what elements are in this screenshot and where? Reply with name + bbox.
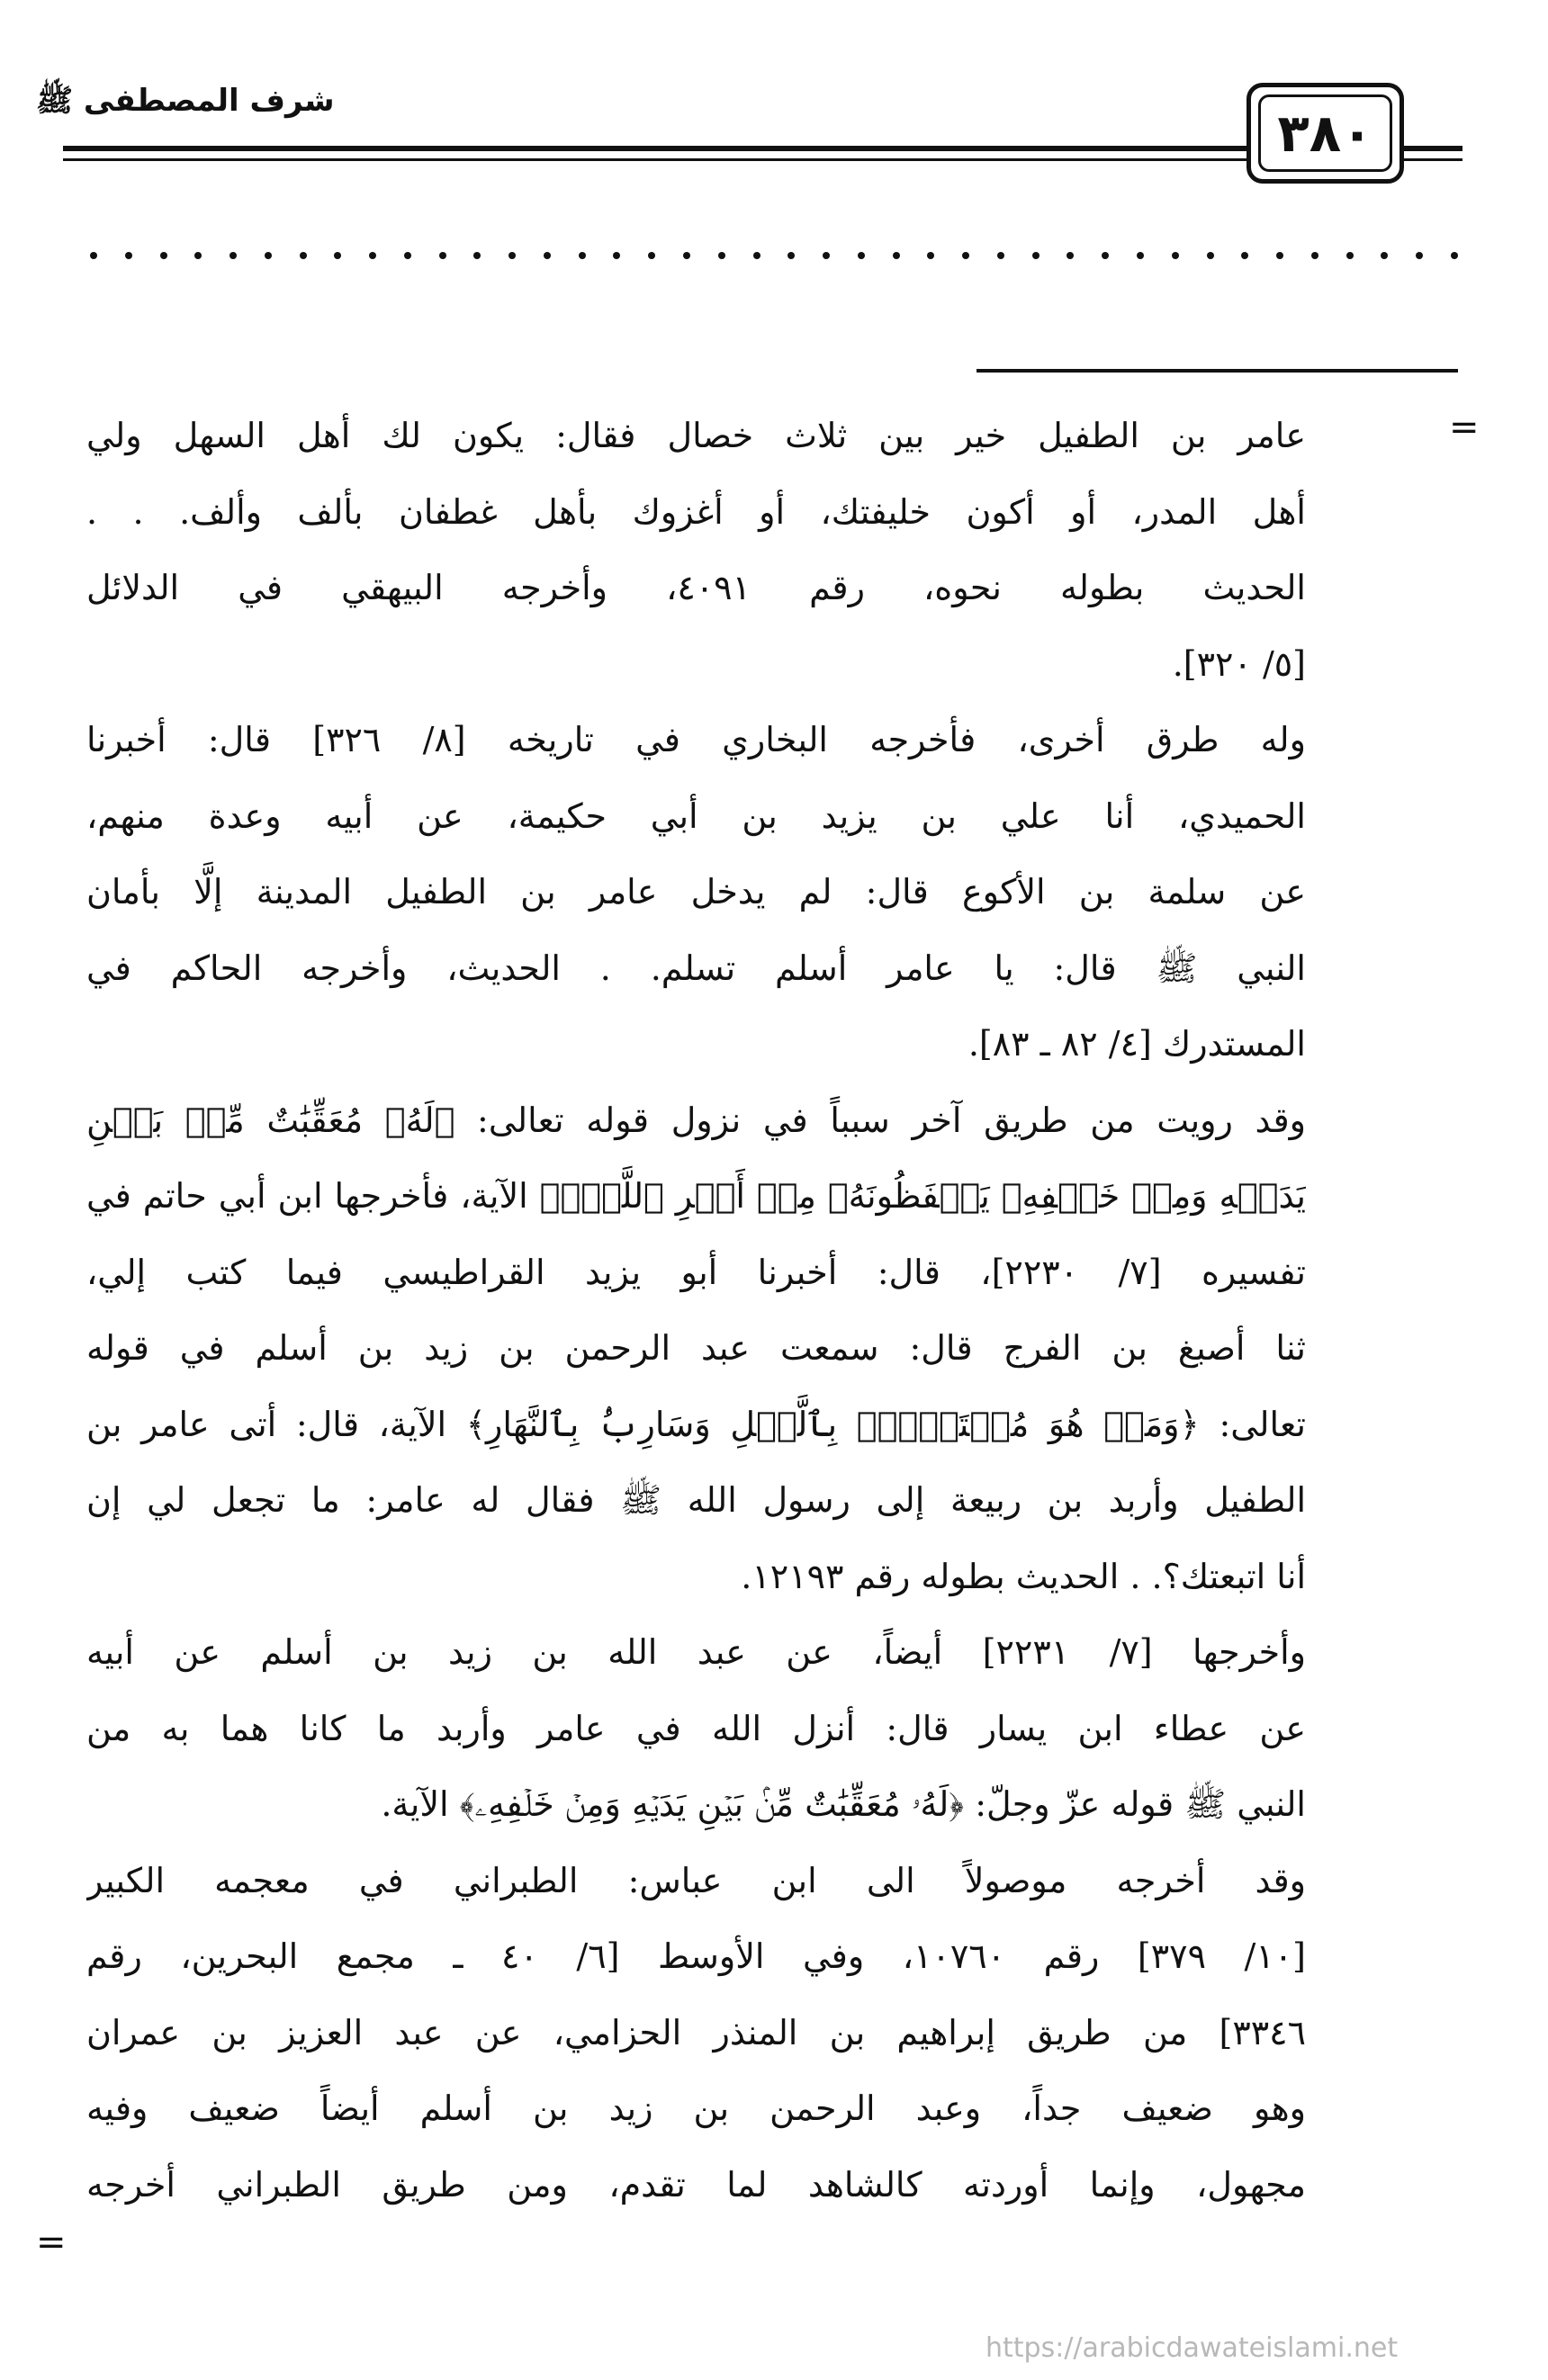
text-line: وهو ضعيف جداً، وعبد الرحمن بن زيد بن أسلم أيضاً ضعيف وفيه: [86, 2088, 1306, 2128]
page-number: ٣٨٠: [1258, 94, 1392, 172]
footnote-body: [86, 398, 1306, 2223]
text-line: الحديث بطوله نحوه، رقم ٤٠٩١، وأخرجه البيهقي في الدلائل: [86, 568, 1306, 607]
text-line: تفسيره [٧/ ٢٢٣٠]، قال: أخبرنا أبو يزيد القراطيسي فيما كتب إلي،: [86, 1252, 1306, 1292]
text-line: وله طرق أخرى، فأخرجه البخاري في تاريخه [٨/ ٣٢٦] قال: أخبرنا: [86, 720, 1306, 759]
header-rule-thick-right: [1400, 146, 1462, 151]
continuation-mark-top: =: [1449, 407, 1480, 448]
page-header: [0, 0, 1548, 216]
text-line: أهل المدر، أو أكون خليفتك، أو أغزوك بأهل غطفان بألف وألف. . .: [86, 491, 1306, 532]
text-line: [٥/ ٣٢٠].: [1172, 643, 1306, 684]
footnote-separator: [976, 369, 1458, 373]
header-rule-thin-right: [1400, 158, 1462, 161]
text-line: يَدَيۡهِ وَمِنۡ خَلۡفِهِۦ يَحۡفَظُونَهُۥ مِنۡ أَمۡرِ ٱللَّهِۗ﴾ الآية، فأخرجها ابن أبي حاتم في: [86, 1176, 1306, 1216]
text-line: النبي ﷺ قوله عزّ وجلّ: ﴿لَهُۥ مُعَقِّبَٰتٌ مِّنۢ بَيۡنِ يَدَيۡهِ وَمِنۡ خَلۡفِهِۦ﴾ الآية.: [381, 1784, 1306, 1824]
text-line: المستدرك [٤/ ٨٢ ـ ٨٣].: [968, 1024, 1306, 1064]
text-line: ثنا أصبغ بن الفرج قال: سمعت عبد الرحمن بن زيد بن أسلم في قوله: [86, 1328, 1306, 1368]
text-line: تعالى: ﴿وَمَنۡ هُوَ مُسۡتَخۡفِۭ بِٱلَّيۡلِ وَسَارِبُۢ بِٱلنَّهَارِ﴾ الآية، قال: أتى عامر بن: [86, 1404, 1306, 1444]
text-line: [١٠/ ٣٧٩] رقم ١٠٧٦٠، وفي الأوسط [٦/ ٤٠ ـ مجمع البحرين، رقم: [86, 1936, 1306, 1976]
text-line: ٣٣٤٦] من طريق إبراهيم بن المنذر الحزامي، عن عبد العزيز بن عمران: [86, 2012, 1306, 2052]
text-line: عن عطاء ابن يسار قال: أنزل الله في عامر وأربد ما كانا هما به من: [86, 1708, 1306, 1748]
header-rule-thin: [63, 158, 1251, 161]
watermark-url: https://arabicdawateislami.net: [986, 2332, 1399, 2364]
text-line: وأخرجها [٧/ ٢٢٣١] أيضاً، عن عبد الله بن زيد بن أسلم عن أبيه: [86, 1632, 1306, 1672]
text-line: الطفيل وأربد بن ربيعة إلى رسول الله ﷺ فقال له عامر: ما تجعل لي إن: [86, 1480, 1306, 1520]
text-line: عامر بن الطفيل خير بين ثلاث خصال فقال: يكون لك أهل السهل ولي: [86, 416, 1306, 455]
text-line: الحميدي، أنا علي بن يزيد بن أبي حكيمة، عن أبيه وعدة منهم،: [86, 795, 1306, 836]
omission-dots: [90, 252, 1458, 279]
text-line: وقد أخرجه موصولاً الى ابن عباس: الطبراني في معجمه الكبير: [86, 1860, 1306, 1900]
continuation-mark-bottom: =: [36, 2222, 67, 2263]
text-line: وقد رويت من طريق آخر سبباً في نزول قوله تعالى: ﴿لَهُۥ مُعَقِّبَٰتٌ مِّنۢ بَيۡنِ: [86, 1100, 1306, 1140]
text-line: مجهول، وإنما أوردته كالشاهد لما تقدم، ومن طريق الطبراني أخرجه: [86, 2164, 1306, 2205]
page-number-frame: [1246, 83, 1404, 184]
header-rule-thick: [63, 146, 1251, 151]
text-line: أنا اتبعتك؟. . الحديث بطوله رقم ١٢١٩٣.: [741, 1556, 1306, 1596]
running-title: شرف المصطفى ﷺ: [36, 83, 335, 119]
text-line: النبي ﷺ قال: يا عامر أسلم تسلم. . الحديث، وأخرجه الحاكم في: [86, 948, 1306, 988]
text-line: عن سلمة بن الأكوع قال: لم يدخل عامر بن الطفيل المدينة إلَّا بأمان: [86, 872, 1306, 912]
